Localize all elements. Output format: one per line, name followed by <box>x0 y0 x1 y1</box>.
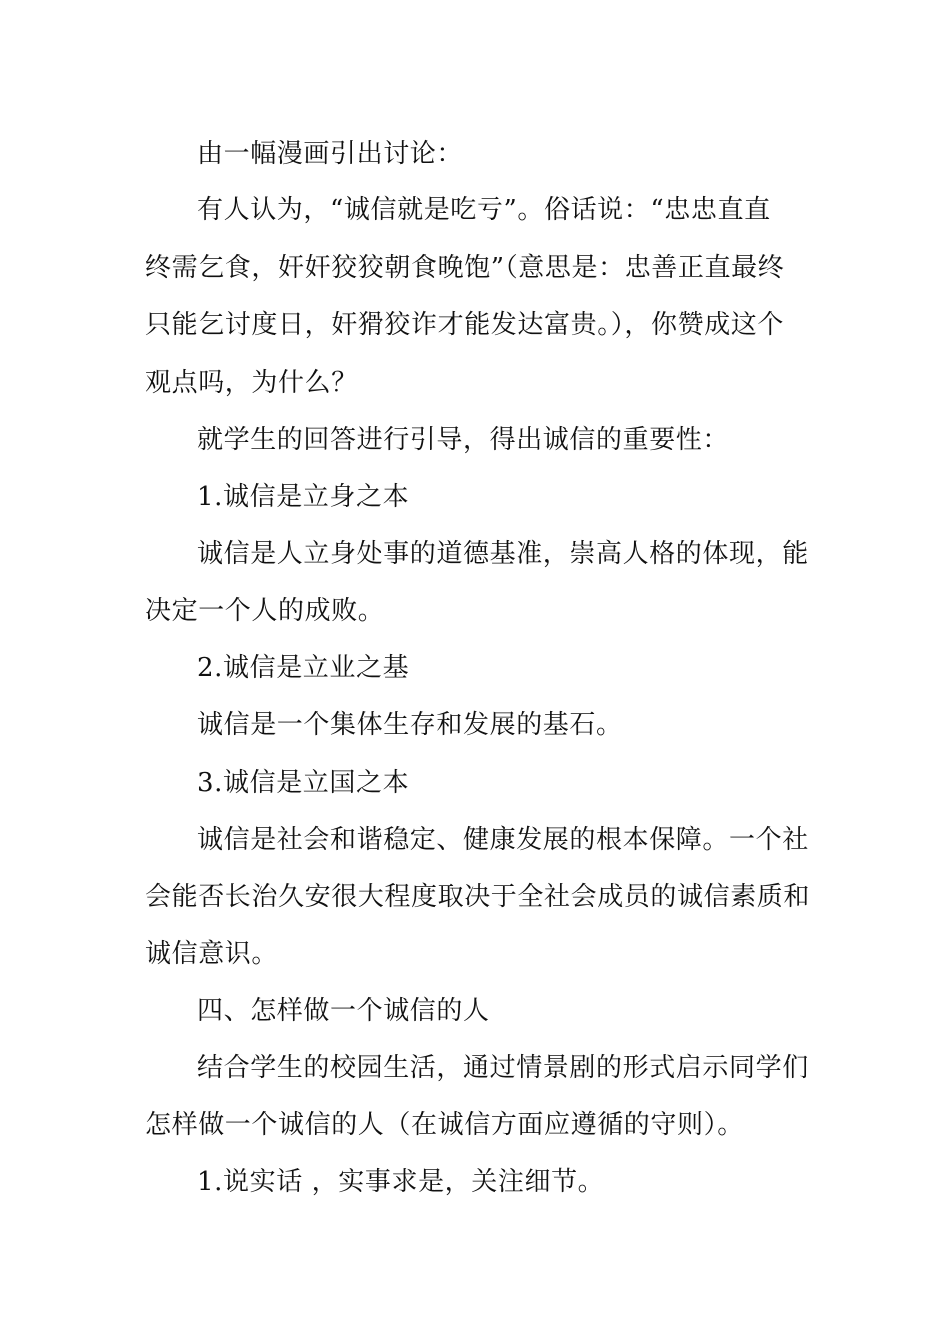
paragraph-line: 观点吗，为什么？ <box>145 368 358 398</box>
section-heading: 2.诚信是立业之基 <box>197 653 410 683</box>
paragraph-intro: 由一幅漫画引出讨论： <box>197 139 464 169</box>
paragraph-line: 有人认为，“诚信就是吃亏”。俗话说：“忠忠直直 <box>197 195 771 225</box>
section-heading: 四、怎样做一个诚信的人 <box>197 996 490 1026</box>
section-heading: 1.诚信是立身之本 <box>197 482 410 512</box>
paragraph-line: 怎样做一个诚信的人（在诚信方面应遵循的守则）。 <box>145 1110 744 1140</box>
list-item: 1.说实话 ，实事求是，关注细节。 <box>197 1167 605 1197</box>
paragraph-line: 结合学生的校园生活，通过情景剧的形式启示同学们 <box>197 1053 809 1083</box>
paragraph-line: 诚信是一个集体生存和发展的基石。 <box>197 710 623 740</box>
paragraph-line: 终需乞食，奸奸狡狡朝食晚饱”（意思是：忠善正直最终 <box>145 253 785 283</box>
paragraph-line: 就学生的回答进行引导，得出诚信的重要性： <box>197 425 730 455</box>
section-heading: 3.诚信是立国之本 <box>197 768 410 798</box>
paragraph-line: 诚信是人立身处事的道德基准，崇高人格的体现，能 <box>197 539 809 569</box>
paragraph-line: 只能乞讨度日，奸猾狡诈才能发达富贵。），你赞成这个 <box>145 310 785 340</box>
paragraph-line: 诚信意识。 <box>145 939 279 969</box>
paragraph-line: 会能否长治久安很大程度取决于全社会成员的诚信素质和 <box>145 882 811 912</box>
paragraph-line: 诚信是社会和谐稳定、健康发展的根本保障。一个社 <box>197 825 809 855</box>
paragraph-line: 决定一个人的成败。 <box>145 596 385 626</box>
